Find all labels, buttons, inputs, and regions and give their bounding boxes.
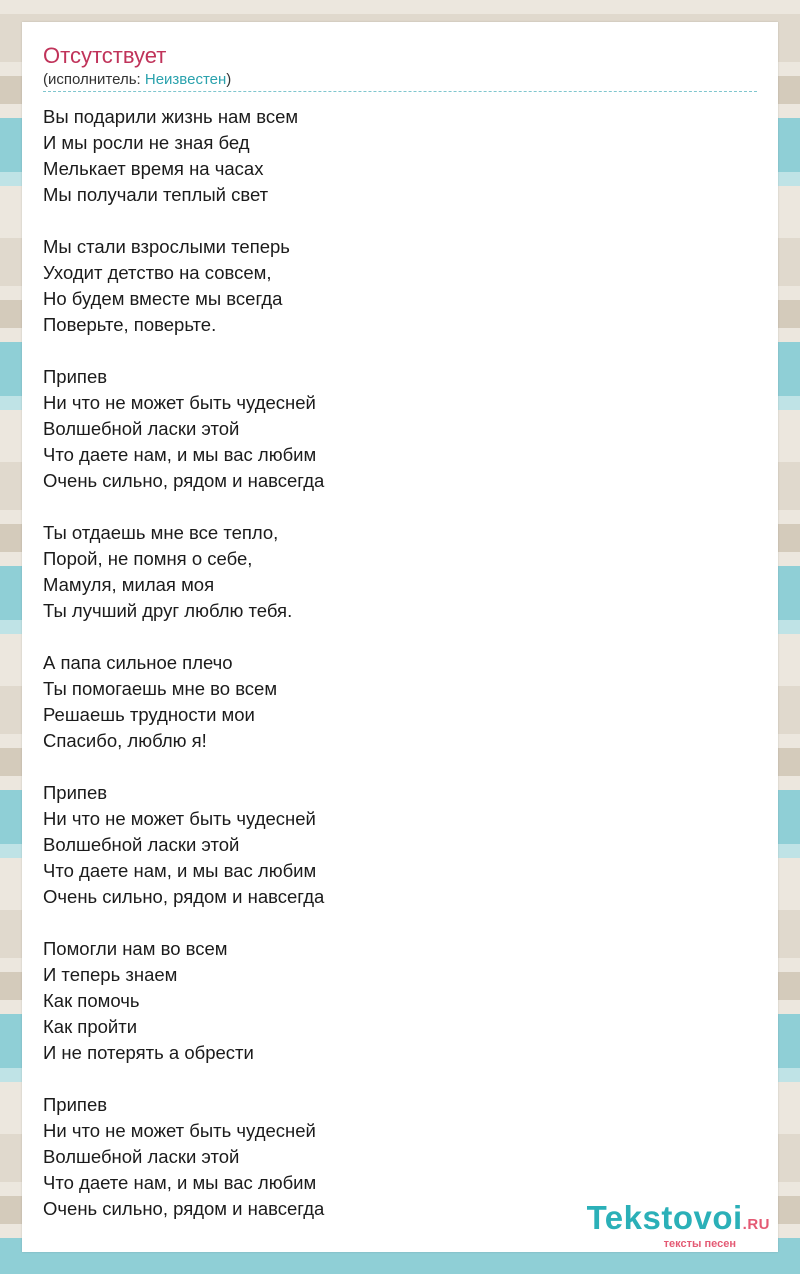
stanza-gap [43,754,743,780]
lyric-line: Ты лучший друг люблю тебя. [43,600,293,621]
song-header [43,42,757,90]
lyric-line: Решаешь трудности мои [43,704,255,725]
lyric-line: Помогли нам во всем [43,938,228,959]
lyric-line: Что даете нам, и мы вас любим [43,444,317,465]
logo-main-text: Tekstovoi [586,1199,743,1236]
artist-line [43,70,757,90]
lyric-line: Порой, не помня о себе, [43,548,253,569]
lyric-line: Очень сильно, рядом и навсегда [43,470,325,491]
logo-subtitle: тексты песен [663,1238,736,1250]
lyrics-card [22,22,778,1252]
stanza-gap [43,624,743,650]
lyric-line: Ты отдаешь мне все тепло, [43,522,279,543]
stanza-gap [43,910,743,936]
site-logo[interactable] [587,1201,770,1250]
lyric-line: Спасибо, люблю я! [43,730,207,751]
lyric-line: Уходит детство на совсем, [43,262,272,283]
lyric-line: И не потерять а обрести [43,1042,254,1063]
artist-link[interactable]: Неизвестен [144,71,227,88]
lyric-line: Ни что не может быть чудесней [43,1120,316,1141]
lyric-line: Припев [43,1094,108,1115]
lyric-line: Ни что не может быть чудесней [43,808,316,829]
artist-prefix: (исполнитель: [43,71,145,88]
stanza-gap [43,208,743,234]
lyric-line: Поверьте, поверьте. [43,314,217,335]
lyric-line: Что даете нам, и мы вас любим [43,1172,317,1193]
logo-tld-text: .RU [742,1216,770,1233]
stanza-gap [43,338,743,364]
lyric-line: Мамуля, милая моя [43,574,215,595]
lyric-line: Волшебной ласки этой [43,418,240,439]
lyric-line: Волшебной ласки этой [43,1146,240,1167]
lyric-line: Ты помогаешь мне во всем [43,678,278,699]
song-title: Отсутствует [43,43,167,68]
lyric-line: Очень сильно, рядом и навсегда [43,1198,325,1219]
lyric-line: Ни что не может быть чудесней [43,392,316,413]
lyric-line: Мелькает время на часах [43,158,264,179]
lyric-line: Очень сильно, рядом и навсегда [43,886,325,907]
stanza-gap [43,494,743,520]
lyric-line: Мы получали теплый свет [43,184,269,205]
lyric-line: Как помочь [43,990,140,1011]
lyric-line: Как пройти [43,1016,138,1037]
stanza-gap [43,1066,743,1092]
lyric-line: Что даете нам, и мы вас любим [43,860,317,881]
lyric-line: Припев [43,366,108,387]
lyric-line: И мы росли не зная бед [43,132,250,153]
artist-suffix: ) [226,71,232,88]
lyric-line: Вы подарили жизнь нам всем [43,106,299,127]
header-divider [43,91,757,92]
lyric-line: И теперь знаем [43,964,178,985]
lyrics-text [43,104,743,1222]
lyric-line: А папа сильное плечо [43,652,233,673]
lyric-line: Волшебной ласки этой [43,834,240,855]
lyric-line: Но будем вместе мы всегда [43,288,283,309]
lyric-line: Припев [43,782,108,803]
lyric-line: Мы стали взрослыми теперь [43,236,290,257]
